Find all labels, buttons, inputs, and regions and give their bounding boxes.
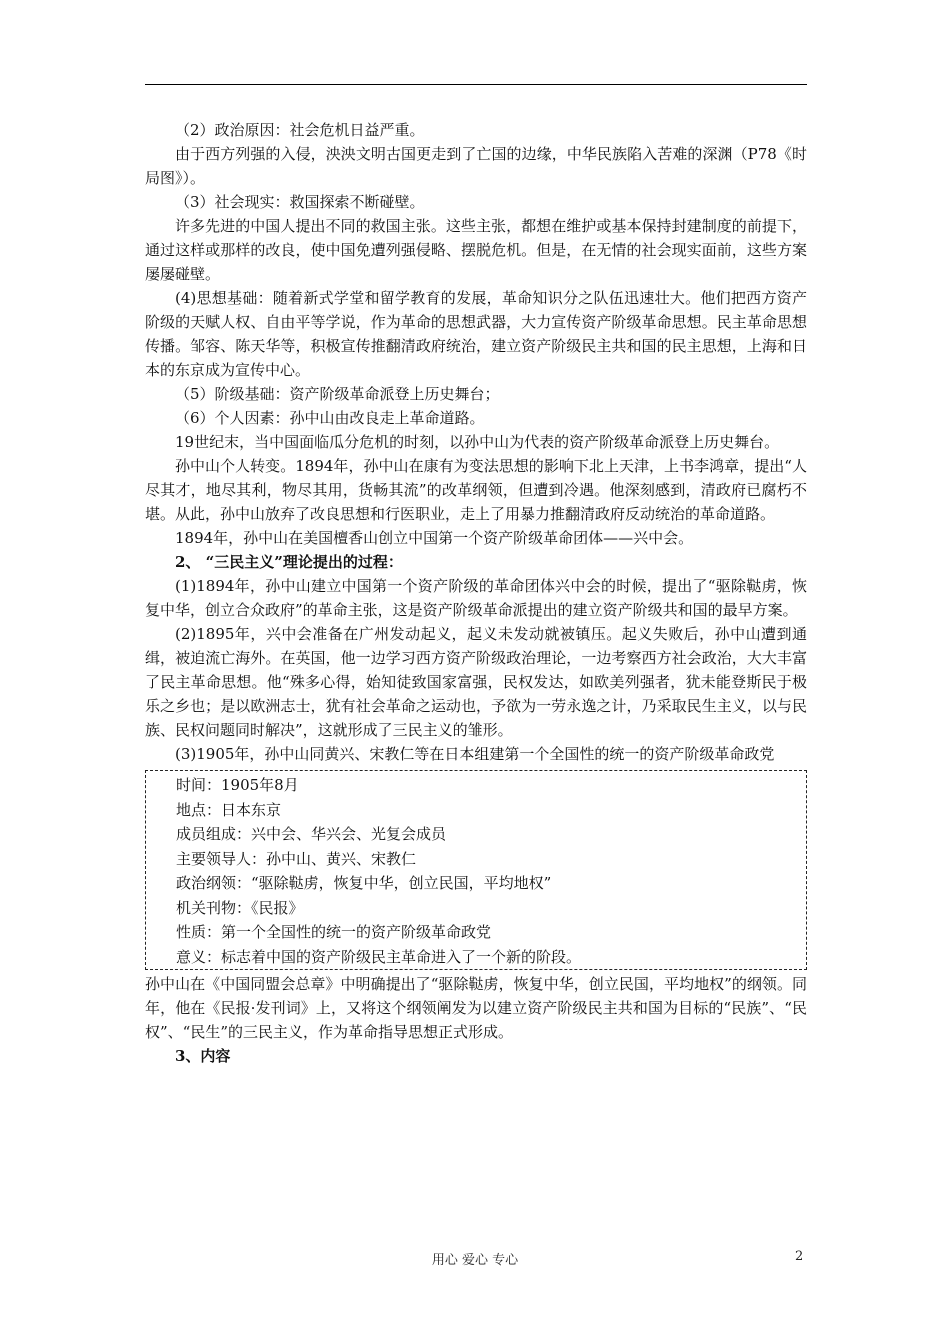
section-heading: 2、 “三民主义”理论提出的过程： — [175, 553, 403, 571]
info-box-row: 意义：标志着中国的资产阶级民主革命进入了一个新的阶段。 — [176, 947, 582, 966]
document-body — [145, 118, 807, 1068]
paragraph-group-bottom — [145, 972, 807, 1068]
section-heading: 3、内容 — [175, 1047, 231, 1065]
paragraph: （5）阶级基础：资产阶级革命派登上历史舞台； — [175, 385, 500, 403]
info-box-row: 性质：第一个全国性的统一的资产阶级革命政党 — [176, 923, 492, 941]
paragraph: 由于西方列强的入侵，泱泱文明古国更走到了亡国的边缘，中华民族陷入苦难的深渊（P78《时局图》）。 — [145, 145, 807, 187]
dashed-info-box — [145, 770, 807, 970]
info-box-row: 时间：1905年8月 — [176, 776, 299, 794]
paragraph: （2）政治原因：社会危机日益严重。 — [175, 121, 425, 139]
paragraph: 19世纪末，当中国面临瓜分危机的时刻，以孙中山为代表的资产阶级革命派登上历史舞台。 — [175, 433, 780, 451]
paragraph: 1894年，孙中山在美国檀香山创立中国第一个资产阶级革命团体——兴中会。 — [175, 529, 694, 547]
footer-text: 用心 爱心 专心 — [431, 1253, 519, 1268]
page-number: 2 — [795, 1249, 804, 1264]
paragraph: (4)思想基础：随着新式学堂和留学教育的发展，革命知识分之队伍迅速壮大。他们把西方资产阶级的天赋人权、自由平等学说，作为革命的思想武器，大力宣传资产阶级革命思想。民主革命思想传播。邹容、陈天华等，积极宣传推翻清政府统治，建立资产阶级民主共和国的民主思想，上海和日本的东京成为宣传中心。 — [145, 289, 807, 379]
info-box-row: 主要领导人：孙中山、黄兴、宋教仁 — [176, 849, 417, 868]
paragraph: (3)1905年，孙中山同黄兴、宋教仁等在日本组建第一个全国性的统一的资产阶级革命政党 — [175, 745, 775, 763]
paragraph: 孙中山个人转变。1894年，孙中山在康有为变法思想的影响下北上天津，上书李鸿章，提出“人尽其才，地尽其利，物尽其用，货畅其流”的改革纲领，但遭到冷遇。他深刻感到，清政府已腐朽不堪。从此，孙中山放弃了改良思想和行医职业，走上了用暴力推翻清政府反动统治的革命道路。 — [145, 457, 807, 523]
paragraph: 许多先进的中国人提出不同的救国主张。这些主张，都想在维护或基本保持封建制度的前提下，通过这样或那样的改良，使中国免遭列强侵略、摆脱危机。但是，在无情的社会现实面前，这些方案屡屡碰壁。 — [145, 217, 807, 283]
info-box-row: 成员组成：兴中会、华兴会、光复会成员 — [176, 825, 447, 843]
header-rule — [145, 84, 807, 85]
paragraph: （6）个人因素：孙中山由改良走上革命道路。 — [175, 409, 485, 427]
paragraph: （3）社会现实：救国探索不断碰壁。 — [175, 193, 425, 211]
paragraph-group-top — [145, 118, 807, 766]
paragraph: (2)1895年，兴中会准备在广州发动起义，起义未发动就被镇压。起义失败后，孙中山遭到通缉，被迫流亡海外。在英国，他一边学习西方资产阶级政治理论，一边考察西方社会政治，大大丰富了民主革命思想。他“殊多心得，始知徒致国家富强，民权发达，如欧美列强者，犹未能登斯民于极乐之乡也；是以欧洲志士，犹有社会革命之运动也，予欲为一劳永逸之计，乃采取民生主义，以与民族、民权问题同时解决”，这就形成了三民主义的雏形。 — [145, 625, 807, 739]
info-box-row: 地点：日本东京 — [176, 800, 282, 819]
info-box-row: 政治纲领：“驱除鞑虏，恢复中华，创立民国，平均地权” — [176, 874, 552, 892]
info-box-row: 机关刊物：《民报》 — [176, 898, 304, 917]
paragraph: (1)1894年，孙中山建立中国第一个资产阶级的革命团体兴中会的时候，提出了“驱除鞑虏，恢复中华，创立合众政府”的革命主张，这是资产阶级革命派提出的建立资产阶级共和国的最早方案。 — [145, 577, 807, 619]
paragraph: 孙中山在《中国同盟会总章》中明确提出了“驱除鞑虏，恢复中华，创立民国，平均地权”的纲领。同年，他在《民报·发刊词》上，又将这个纲领阐发为以建立资产阶级民主共和国为目标的“民族”、“民权”、“民生”的三民主义，作为革命指导思想正式形成。 — [145, 975, 807, 1041]
